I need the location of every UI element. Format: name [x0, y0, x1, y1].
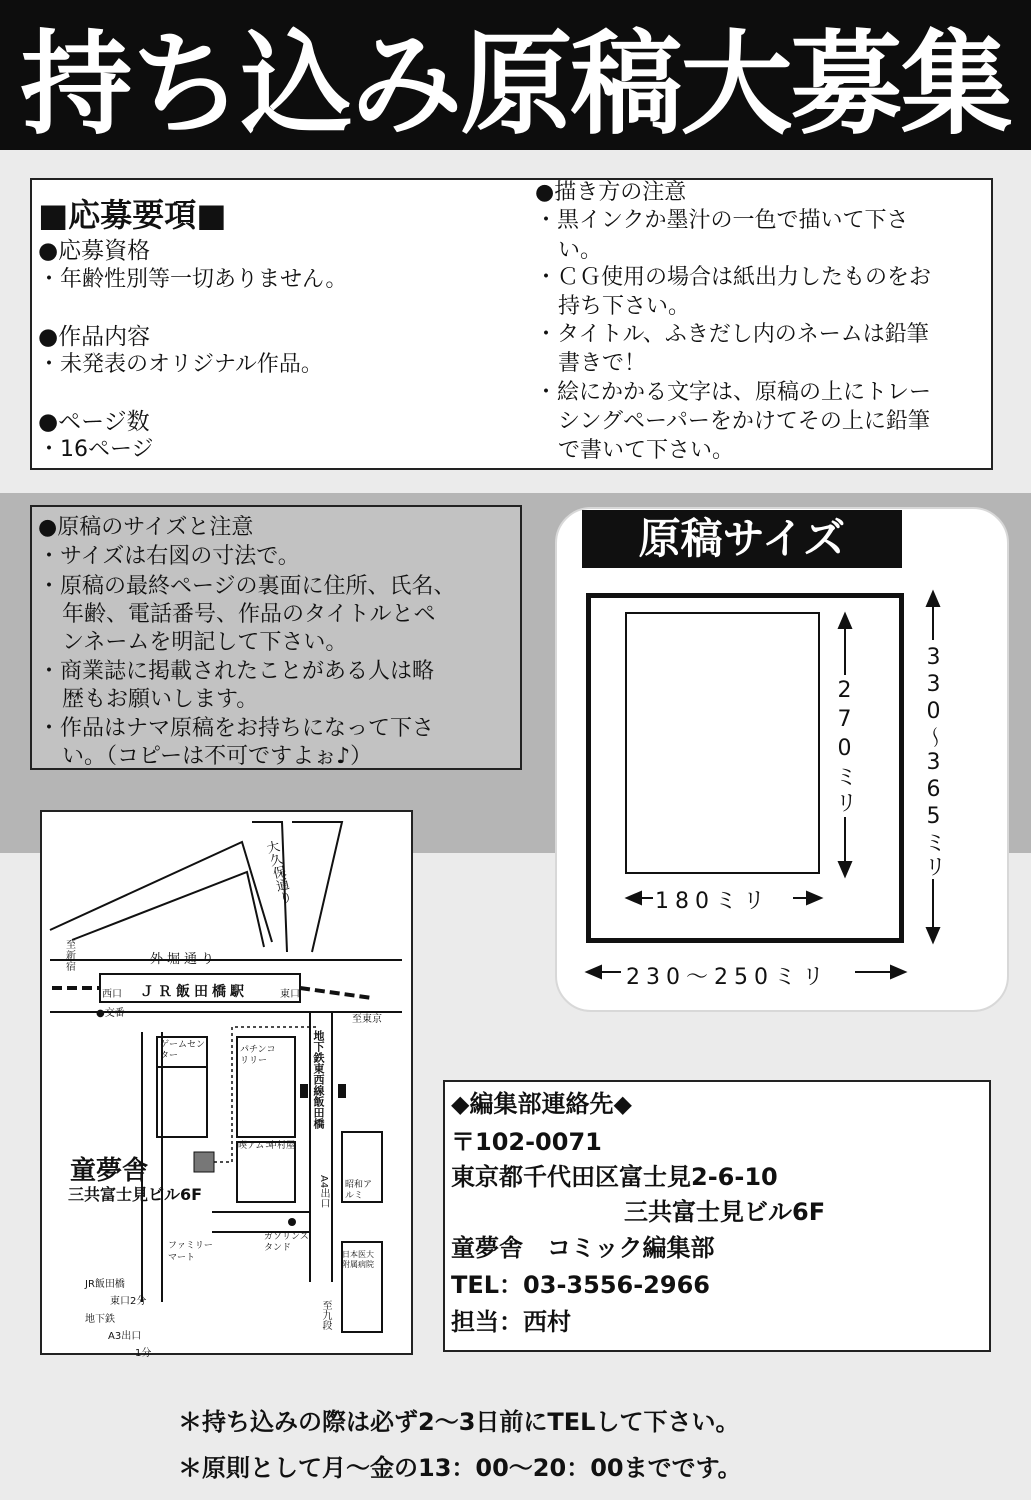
content-item: ・未発表のオリジナル作品。 — [38, 352, 323, 377]
drawing-note-line: ・タイトル、ふきだし内のネームは鉛筆 — [535, 322, 929, 347]
arrow-head — [807, 892, 821, 904]
size-diagram-label: 原稿サイズ — [582, 510, 902, 568]
map-label-east-exit: 東口 — [280, 989, 300, 1000]
map-label-to-shinjuku: 至新宿 — [66, 940, 76, 973]
inner-width-label: 180ミリ — [655, 884, 771, 915]
railway — [300, 988, 372, 998]
company-marker — [194, 1152, 214, 1172]
contact-person: 担当：西村 — [451, 1308, 571, 1336]
qualification-item: ・年齢性別等一切ありません。 — [38, 267, 348, 292]
map-label-hospital: 日本医大附属病院 — [342, 1250, 374, 1269]
map-label-police: ●交番 — [96, 1008, 125, 1019]
gas-station-marker — [288, 1218, 296, 1226]
drawing-note-line: で書いて下さい。 — [558, 438, 735, 463]
map-access-line: A3出口 — [108, 1331, 142, 1342]
contact-address: 東京都千代田区富士見2-6-10 — [451, 1163, 778, 1191]
map-label-okubo: 大久保通り — [262, 839, 293, 906]
map-label-game-center: ゲームセンター — [160, 1040, 206, 1061]
arrow-head — [839, 614, 851, 628]
size-note-line: ・商業誌に掲載されたことがある人は略 — [38, 659, 435, 684]
size-note-line: ・原稿の最終ページの裏面に住所、氏名、 — [38, 574, 456, 599]
contact-dept: 童夢舎 コミック編集部 — [451, 1234, 715, 1262]
drawing-note-line: ・絵にかかる文字は、原稿の上にトレー — [535, 380, 932, 405]
size-note-line: ・サイズは右図の寸法で。 — [38, 544, 300, 569]
size-note-line: 歴もお願いします。 — [62, 687, 259, 712]
map-access-line: JR飯田橋 — [85, 1279, 125, 1290]
map-label-amco: 喫アムコ — [238, 1141, 274, 1151]
arrow-head — [927, 592, 939, 606]
drawing-note-line: 持ち下さい。 — [558, 294, 691, 319]
map-label-to-kudan: 至九段 — [320, 1300, 331, 1330]
road-okubo-inner — [72, 872, 264, 947]
map-access-line: 地下鉄 — [85, 1314, 115, 1325]
footer-note-1: ＊持ち込みの際は必ず2〜3日前にTELして下さい。 — [178, 1408, 740, 1436]
map-label-company: 童夢舎 — [70, 1156, 149, 1186]
subway-exit-marker — [300, 1084, 308, 1098]
arrow-head — [839, 862, 851, 876]
arrow-head — [927, 928, 939, 942]
size-note-line: ・作品はナマ原稿をお持ちになって下さ — [38, 716, 435, 741]
arrow-head — [891, 966, 905, 978]
block — [237, 1142, 295, 1202]
qualification-label: ●応募資格 — [38, 238, 151, 264]
map-label-familymart: ファミリーマート — [168, 1241, 213, 1263]
drawing-note-line: ・黒インクか墨汁の一色で描いて下さ — [535, 208, 909, 233]
size-note-line: い。（コピーは不可ですよぉ♪） — [62, 744, 373, 769]
requirements-heading: ■応募要項■ — [38, 196, 227, 234]
inner-height-label: 270ミリ — [830, 678, 860, 817]
drawing-notes-label: ●描き方の注意 — [535, 180, 687, 205]
map-label-building: 三共富士見ビル6F — [68, 1185, 203, 1204]
map-access-line: 1分 — [135, 1348, 152, 1359]
size-notes-label: ●原稿のサイズと注意 — [38, 515, 254, 540]
map-label-to-tokyo: 至東京 — [352, 1014, 382, 1025]
map-access-line: 東口2分 — [110, 1296, 147, 1307]
road-north — [292, 822, 342, 952]
map-label-subway: 地下鉄東西線飯田橋 — [312, 1030, 325, 1129]
road-okubo — [50, 842, 272, 942]
content-label: ●作品内容 — [38, 324, 151, 350]
map-label-exit-a4: A4出口 — [318, 1175, 329, 1209]
contact-postal: 〒102-0071 — [451, 1128, 602, 1156]
map-label-showa: 昭和アルミ — [345, 1180, 373, 1201]
header-banner — [0, 0, 1031, 150]
contact-tel: TEL：03-3556-2966 — [451, 1271, 710, 1299]
drawing-note-line: 書きで！ — [558, 351, 647, 376]
size-note-line: 年齢、電話番号、作品のタイトルとペ — [62, 602, 436, 627]
drawing-note-line: い。 — [558, 238, 603, 263]
subway-exit-marker — [338, 1084, 346, 1098]
pages-label: ●ページ数 — [38, 409, 150, 435]
size-note-line: ンネームを明記して下さい。 — [62, 630, 348, 655]
map-label-sotobori: 外堀通り — [150, 952, 219, 967]
arrow-head — [627, 892, 641, 904]
arrow-head — [587, 966, 601, 978]
map-label-pachinko: パチンコリリー — [240, 1045, 276, 1066]
contact-heading: ◆編集部連絡先◆ — [451, 1090, 632, 1118]
footer-note-2: ＊原則として月〜金の13：00〜20：00までです。 — [178, 1454, 742, 1482]
outer-height-label: 330〜365ミリ — [919, 645, 949, 879]
outer-width-label: 230〜250ミリ — [626, 960, 830, 991]
page-title: 持ち込み原稿大募集 — [20, 19, 1011, 150]
map-label-station: ＪＲ飯田橋駅 — [140, 984, 248, 1000]
map-roads — [42, 812, 411, 1353]
contact-building: 三共富士見ビル6F — [624, 1198, 826, 1226]
pages-item: ・16ページ — [38, 437, 154, 462]
drawing-note-line: ・ＣＧ使用の場合は紙出力したものをお — [535, 265, 932, 290]
map-label-nakamura: 中村屋 — [268, 1141, 296, 1151]
drawing-note-line: シングペーパーをかけてその上に鉛筆 — [558, 409, 930, 434]
map-label-west-exit: 西口 — [102, 989, 122, 1000]
map-label-gas: ガソリンスタンド — [264, 1232, 309, 1253]
